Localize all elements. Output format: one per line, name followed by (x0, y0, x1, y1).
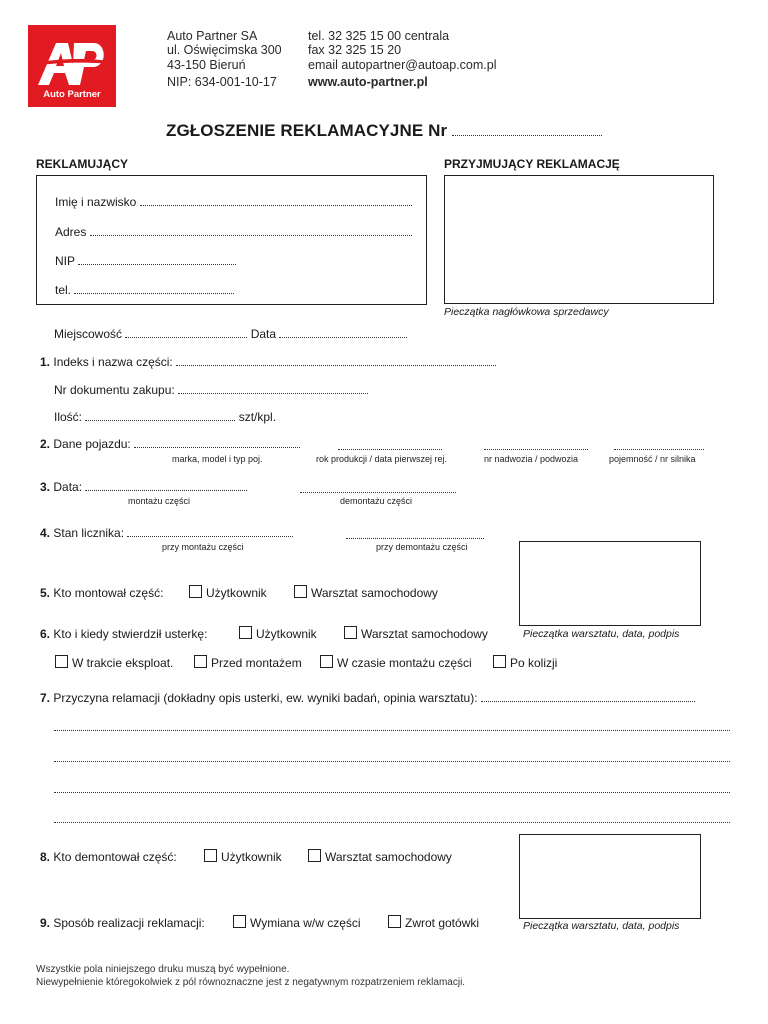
q7-field-line-0[interactable] (481, 691, 695, 702)
data-field[interactable] (279, 327, 407, 338)
q1-doc-row (54, 383, 368, 397)
miejscowosc-field[interactable] (125, 327, 247, 338)
q7-field-line-2[interactable] (54, 751, 730, 762)
q7-field-line-3[interactable] (54, 782, 730, 793)
reklamujacy-heading: REKLAMUJĄCY (36, 157, 129, 171)
q2-make-field[interactable] (134, 437, 300, 448)
q3-row (40, 480, 247, 494)
form-footer (36, 964, 465, 989)
q2-vin-field[interactable] (484, 439, 588, 450)
q2-year-field[interactable] (338, 439, 442, 450)
q3-demount-field[interactable] (300, 482, 456, 493)
imie-label: Imię i nazwisko (55, 195, 137, 209)
q5-label: Kto montował część: (53, 586, 164, 600)
workshop-stamp-caption-1: Pieczątka warsztatu, data, podpis (523, 628, 680, 640)
q6-opt2[interactable] (344, 626, 488, 641)
q9-opt1-label: Wymiana w/w części (250, 916, 361, 930)
q1-unit-label: szt/kpl. (238, 410, 277, 424)
q9-label: Sposób realizacji reklamacji: (53, 916, 205, 930)
q9-opt2[interactable] (388, 915, 479, 930)
q2-sub1: marka, model i typ poj. (172, 454, 263, 464)
q6-number: 6. (40, 627, 51, 641)
reklamujacy-box (36, 175, 427, 305)
workshop-stamp-caption-2: Pieczątka warsztatu, data, podpis (523, 920, 680, 932)
form-title (0, 121, 768, 141)
q8-row (40, 850, 177, 864)
q6-row (40, 627, 207, 641)
q6-opt1[interactable] (239, 626, 317, 641)
q4-label: Stan licznika: (53, 526, 125, 540)
q9-opt2-checkbox[interactable] (388, 915, 401, 928)
q6-opt5[interactable] (320, 655, 472, 670)
company-street: ul. Oświęcimska 300 (167, 43, 282, 58)
company-city: 43-150 Bieruń (167, 57, 246, 72)
q1-index-field[interactable] (176, 355, 496, 366)
q1-qty-field[interactable] (85, 410, 235, 421)
q7-number: 7. (40, 691, 51, 705)
q3-label: Data: (53, 480, 83, 494)
q2-row (40, 437, 300, 451)
nip-row (55, 254, 236, 268)
q2-number: 2. (40, 437, 51, 451)
q5-row (40, 586, 163, 600)
footer-line-1: Wszystkie pola niniejszego druku muszą być wypełnione. (36, 964, 290, 975)
q4-number: 4. (40, 526, 51, 540)
tel-field[interactable] (74, 283, 234, 294)
q8-opt2[interactable] (308, 849, 452, 864)
q6-opt5-checkbox[interactable] (320, 655, 333, 668)
q1-label: Indeks i nazwa części: (53, 355, 173, 369)
q6-opt4[interactable] (194, 655, 302, 670)
q5-opt2-label: Warsztat samochodowy (311, 586, 438, 600)
tel-row (55, 283, 234, 297)
q3-sub1: montażu części (128, 496, 191, 506)
q6-opt5-label: W czasie montażu części (337, 656, 472, 670)
q4-demount-field[interactable] (346, 528, 484, 539)
q9-opt2-label: Zwrot gotówki (405, 916, 480, 930)
q3-number: 3. (40, 480, 51, 494)
q5-number: 5. (40, 586, 51, 600)
form-number-field[interactable] (452, 125, 602, 136)
q1-doc-field[interactable] (178, 383, 368, 394)
q1-row (40, 355, 496, 369)
company-email: email autopartner@autoap.com.pl (308, 57, 497, 72)
q3-mount-field[interactable] (85, 480, 247, 491)
workshop-stamp-box-1[interactable] (519, 541, 701, 626)
q6-label: Kto i kiedy stwierdził usterkę: (53, 627, 208, 641)
miejscowosc-label: Miejscowość (54, 327, 123, 341)
company-name: Auto Partner SA (167, 29, 258, 43)
adres-field[interactable] (90, 225, 412, 236)
q9-row (40, 916, 205, 930)
q5-opt1-label: Użytkownik (206, 586, 267, 600)
q5-opt2-checkbox[interactable] (294, 585, 307, 598)
form-title-text: ZGŁOSZENIE REKLAMACYJNE Nr (165, 121, 448, 140)
q7-field-line-4[interactable] (54, 812, 730, 823)
company-website[interactable]: www.auto-partner.pl (308, 74, 428, 89)
miejscowosc-row (54, 327, 407, 341)
q6-opt4-checkbox[interactable] (194, 655, 207, 668)
q4-sub2: przy demontażu części (376, 542, 468, 552)
q7-field-line-1[interactable] (54, 720, 730, 731)
q7-label: Przyczyna relamacji (dokładny opis usterki, ew. wyniki badań, opinia warsztatu): (53, 691, 478, 705)
data-label: Data (250, 327, 277, 341)
q8-label: Kto demontował część: (53, 850, 177, 864)
company-tel: tel. 32 325 15 00 centrala (308, 29, 450, 43)
q6-opt3-checkbox[interactable] (55, 655, 68, 668)
imie-row (55, 195, 412, 209)
imie-field[interactable] (140, 195, 412, 206)
q6-opt1-label: Użytkownik (256, 627, 317, 641)
q8-opt2-checkbox[interactable] (308, 849, 321, 862)
q8-opt1[interactable] (204, 849, 282, 864)
logo-brand-text: Auto Partner (43, 89, 101, 100)
q6-opt2-checkbox[interactable] (344, 626, 357, 639)
footer-line-2: Niewypełnienie któregokolwiek z pól równoznaczne jest z negatywnym rozpatrzeniem reklamacji. (36, 976, 466, 988)
q6-opt6-checkbox[interactable] (493, 655, 506, 668)
q6-opt6[interactable] (493, 655, 557, 670)
q9-number: 9. (40, 916, 51, 930)
q2-sub3: nr nadwozia / podwozia (484, 454, 579, 464)
q4-mount-field[interactable] (127, 526, 293, 537)
seller-stamp-box[interactable] (444, 175, 714, 304)
q8-number: 8. (40, 850, 51, 864)
q5-opt1[interactable] (189, 585, 267, 600)
q1-number: 1. (40, 355, 51, 369)
q6-opt3-label: W trakcie eksploat. (72, 656, 174, 670)
q8-opt1-checkbox[interactable] (204, 849, 217, 862)
adres-label: Adres (55, 225, 87, 239)
company-nip: NIP: 634-001-10-17 (167, 74, 277, 89)
q1-qty-row (54, 410, 276, 424)
przyjmujacy-heading: PRZYJMUJĄCY REKLAMACJĘ (444, 157, 620, 171)
workshop-stamp-box-2[interactable] (519, 834, 701, 919)
q6-opt2-label: Warsztat samochodowy (361, 627, 488, 641)
nip-label: NIP (55, 254, 75, 268)
q2-sub2: rok produkcji / data pierwszej rej. (316, 454, 448, 464)
company-logo (28, 25, 116, 107)
q2-label: Dane pojazdu: (53, 437, 131, 451)
q2-engine-field[interactable] (614, 439, 704, 450)
q6-opt4-label: Przed montażem (211, 656, 302, 670)
company-fax: fax 32 325 15 20 (308, 43, 402, 58)
q6-opt1-checkbox[interactable] (239, 626, 252, 639)
q6-opt3[interactable] (55, 655, 173, 670)
q7-row (40, 691, 695, 705)
q1-doc-label: Nr dokumentu zakupu: (54, 383, 175, 397)
seller-stamp-caption: Pieczątka nagłówkowa sprzedawcy (444, 306, 609, 318)
q8-opt2-label: Warsztat samochodowy (325, 850, 452, 864)
q1-qty-label: Ilość: (54, 410, 83, 424)
q3-sub2: demontażu części (340, 496, 413, 506)
q2-sub4: pojemność / nr silnika (609, 454, 696, 464)
tel-label: tel. (55, 283, 72, 297)
q4-row (40, 526, 293, 540)
nip-field[interactable] (78, 254, 236, 265)
q9-opt1[interactable] (233, 915, 361, 930)
q4-sub1: przy montażu części (162, 542, 244, 552)
company-address (167, 29, 282, 89)
q9-opt1-checkbox[interactable] (233, 915, 246, 928)
adres-row (55, 225, 412, 239)
company-contact (308, 29, 497, 89)
q5-opt1-checkbox[interactable] (189, 585, 202, 598)
q8-opt1-label: Użytkownik (221, 850, 282, 864)
q6-opt6-label: Po kolizji (510, 656, 558, 670)
q5-opt2[interactable] (294, 585, 438, 600)
